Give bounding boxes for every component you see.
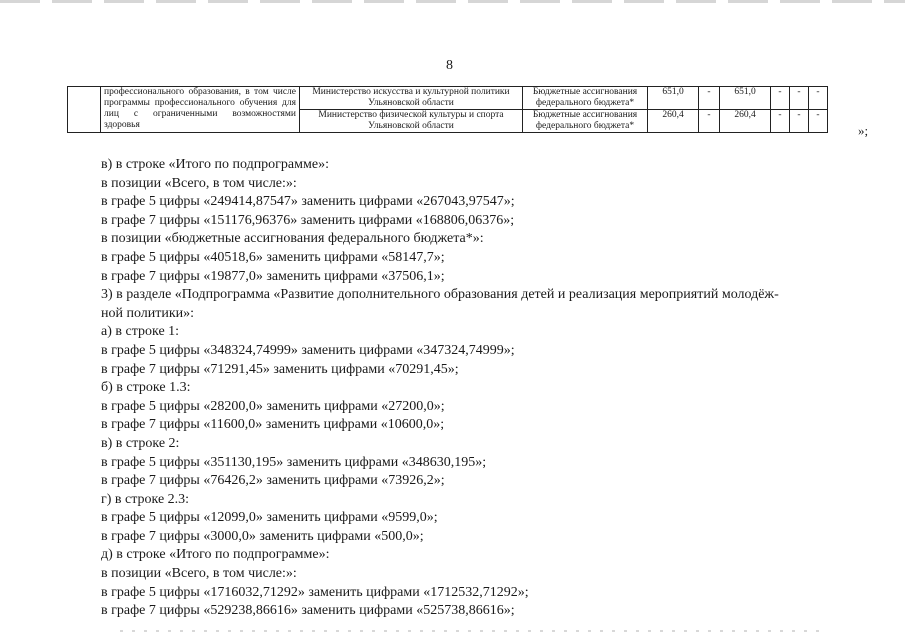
budget-table — [67, 86, 828, 133]
amendment-text — [101, 156, 861, 621]
text-line: в позиции «Всего, в том числе:»: — [101, 175, 297, 191]
text-line: ной политики»: — [101, 305, 195, 321]
text-line: в позиции «Всего, в том числе:»: — [101, 566, 297, 582]
text-line: в графе 5 цифры «249414,87547» заменить цифрами «267043,97547»; — [101, 194, 515, 210]
table-row — [68, 87, 828, 110]
value-cell: - — [809, 87, 828, 110]
text-line: в) в строке «Итого по подпрограмме»: — [101, 157, 329, 172]
text-line: в графе 7 цифры «151176,96376» заменить цифрами «168806,06376»; — [101, 212, 515, 228]
value-cell: 651,0 — [648, 87, 699, 110]
scan-edge-top — [0, 0, 905, 3]
funding-source-cell: Бюджетные ассигнования федерального бюджета* — [523, 87, 648, 110]
text-line: в позиции «бюджетные ассигнования федерального бюджета*»: — [101, 231, 484, 247]
value-cell: - — [790, 110, 809, 133]
text-line: в графе 7 цифры «3000,0» заменить цифрами «500,0»; — [101, 528, 424, 544]
text-line: в графе 7 цифры «19877,0» заменить цифрами «37506,1»; — [101, 268, 445, 284]
table-closing-quote: »; — [858, 123, 869, 138]
value-cell: - — [809, 110, 828, 133]
text-line: в графе 7 цифры «529238,86616» заменить цифрами «525738,86616»; — [101, 603, 515, 619]
text-line: а) в строке 1: — [101, 324, 180, 340]
text-line: в графе 7 цифры «11600,0» заменить цифрами «10600,0»; — [101, 417, 445, 433]
text-line: в) в строке 2: — [101, 435, 180, 451]
value-cell: - — [699, 87, 720, 110]
funding-source-cell: Бюджетные ассигнования федерального бюджета* — [523, 110, 648, 133]
text-line: в графе 5 цифры «1716032,71292» заменить цифрами «1712532,71292»; — [101, 584, 529, 600]
text-line: в графе 5 цифры «28200,0» заменить цифрами «27200,0»; — [101, 398, 445, 414]
value-cell: 651,0 — [720, 87, 771, 110]
scan-edge-bottom — [120, 630, 820, 632]
text-line: в графе 5 цифры «12099,0» заменить цифрами «9599,0»; — [101, 510, 438, 526]
text-line: б) в строке 1.3: — [101, 380, 191, 396]
program-cell: профессионального образования, в том числе программы профессионального обучения для лиц с ограниченными возможностями здоровья — [101, 87, 300, 133]
text-line: 3) в разделе «Подпрограмма «Развитие дополнительного образования детей и реализация мероприятий молодёж- — [101, 287, 779, 303]
text-line: в графе 5 цифры «351130,195» заменить цифрами «348630,195»; — [101, 454, 487, 470]
responsible-cell: Министерство искусства и культурной политики Ульяновской области — [300, 87, 523, 110]
text-line: д) в строке «Итого по подпрограмме»: — [101, 547, 330, 563]
text-line: в графе 5 цифры «348324,74999» заменить цифрами «347324,74999»; — [101, 342, 515, 358]
value-cell: - — [699, 110, 720, 133]
responsible-cell: Министерство физической культуры и спорта Ульяновской области — [300, 110, 523, 133]
page-number: 8 — [446, 58, 453, 73]
value-cell: - — [771, 87, 790, 110]
value-cell: - — [771, 110, 790, 133]
text-line: в графе 5 цифры «40518,6» заменить цифрами «58147,7»; — [101, 249, 445, 265]
text-line: в графе 7 цифры «71291,45» заменить цифрами «70291,45»; — [101, 361, 459, 377]
value-cell: - — [790, 87, 809, 110]
value-cell: 260,4 — [720, 110, 771, 133]
row-number-cell — [68, 87, 101, 133]
text-line: г) в строке 2.3: — [101, 491, 190, 507]
value-cell: 260,4 — [648, 110, 699, 133]
text-line: в графе 7 цифры «76426,2» заменить цифрами «73926,2»; — [101, 473, 445, 489]
